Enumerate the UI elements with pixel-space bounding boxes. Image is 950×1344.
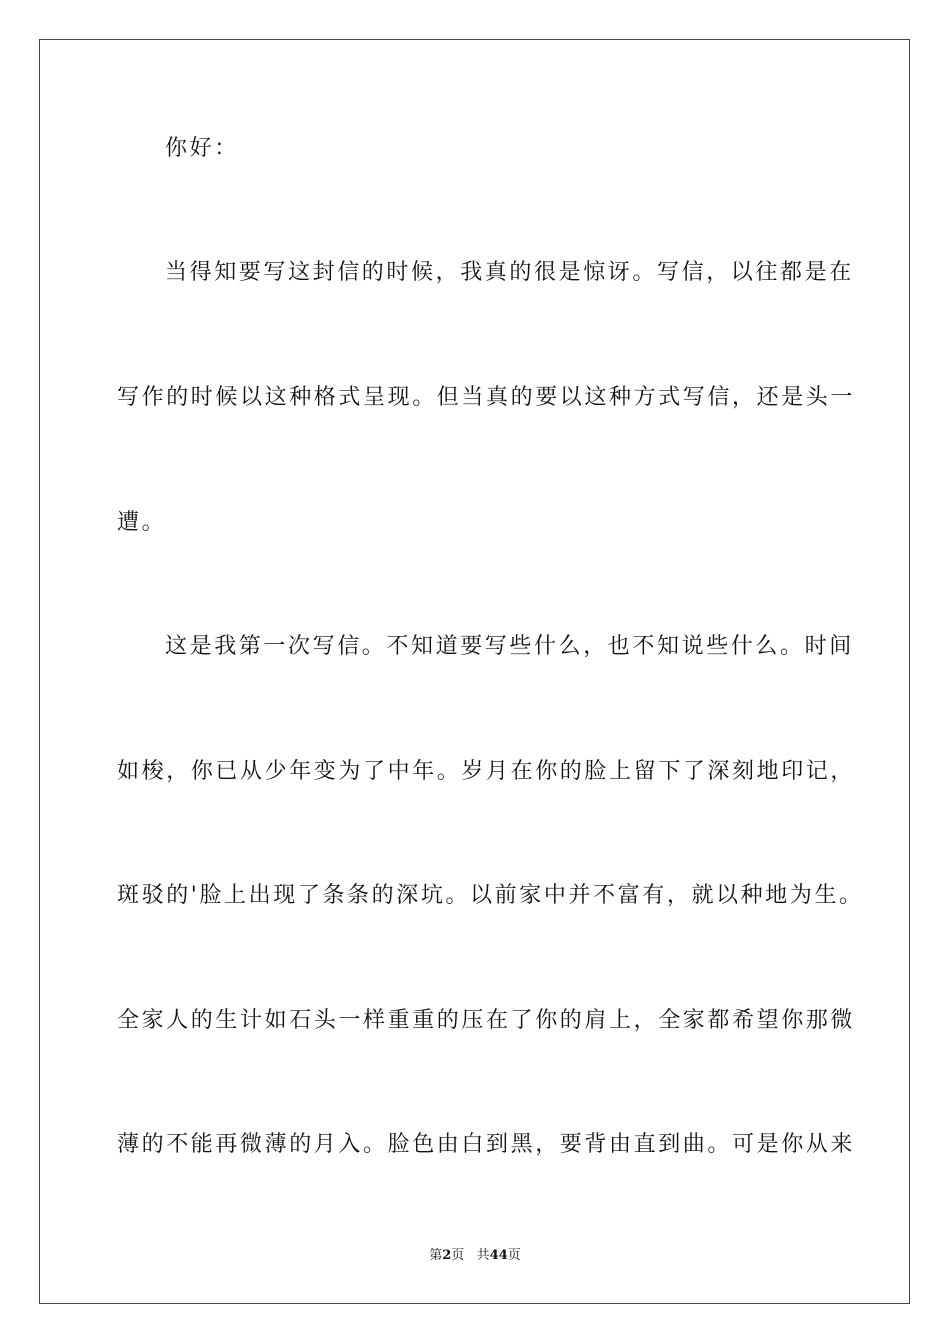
page-border	[39, 39, 910, 1304]
footer-total-pages: 44	[489, 1248, 508, 1263]
paragraph-line: 薄的不能再微薄的月入。脸色由白到黑，要背由直到曲。可是你从来	[117, 1132, 856, 1157]
paragraph-line: 全家人的生计如石头一样重重的压在了你的肩上，全家都希望你那微	[117, 1008, 856, 1033]
page-footer	[0, 1247, 950, 1265]
paragraph-line: 斑驳的'脸上出现了条条的深坑。以前家中并不富有，就以种地为生。	[117, 883, 864, 908]
footer-total-prefix: 共	[476, 1248, 490, 1263]
footer-total-suffix: 页	[507, 1248, 521, 1263]
paragraph-line: 如梭，你已从少年变为了中年。岁月在你的脸上留下了深刻地印记，	[117, 759, 856, 784]
footer-page-suffix: 页	[451, 1248, 465, 1263]
paragraph-line: 这是我第一次写信。不知道要写些什么，也不知说些什么。时间	[165, 634, 854, 659]
paragraph-line: 写作的时候以这种格式呈现。但当真的要以这种方式写信，还是头一	[117, 385, 856, 410]
footer-page-prefix: 第	[429, 1248, 443, 1263]
footer-page-number: 2	[442, 1248, 452, 1263]
paragraph-line: 遭。	[117, 510, 167, 535]
letter-greeting: 你好：	[165, 136, 239, 161]
paragraph-line: 当得知要写这封信的时候，我真的很是惊讶。写信，以往都是在	[165, 260, 854, 285]
